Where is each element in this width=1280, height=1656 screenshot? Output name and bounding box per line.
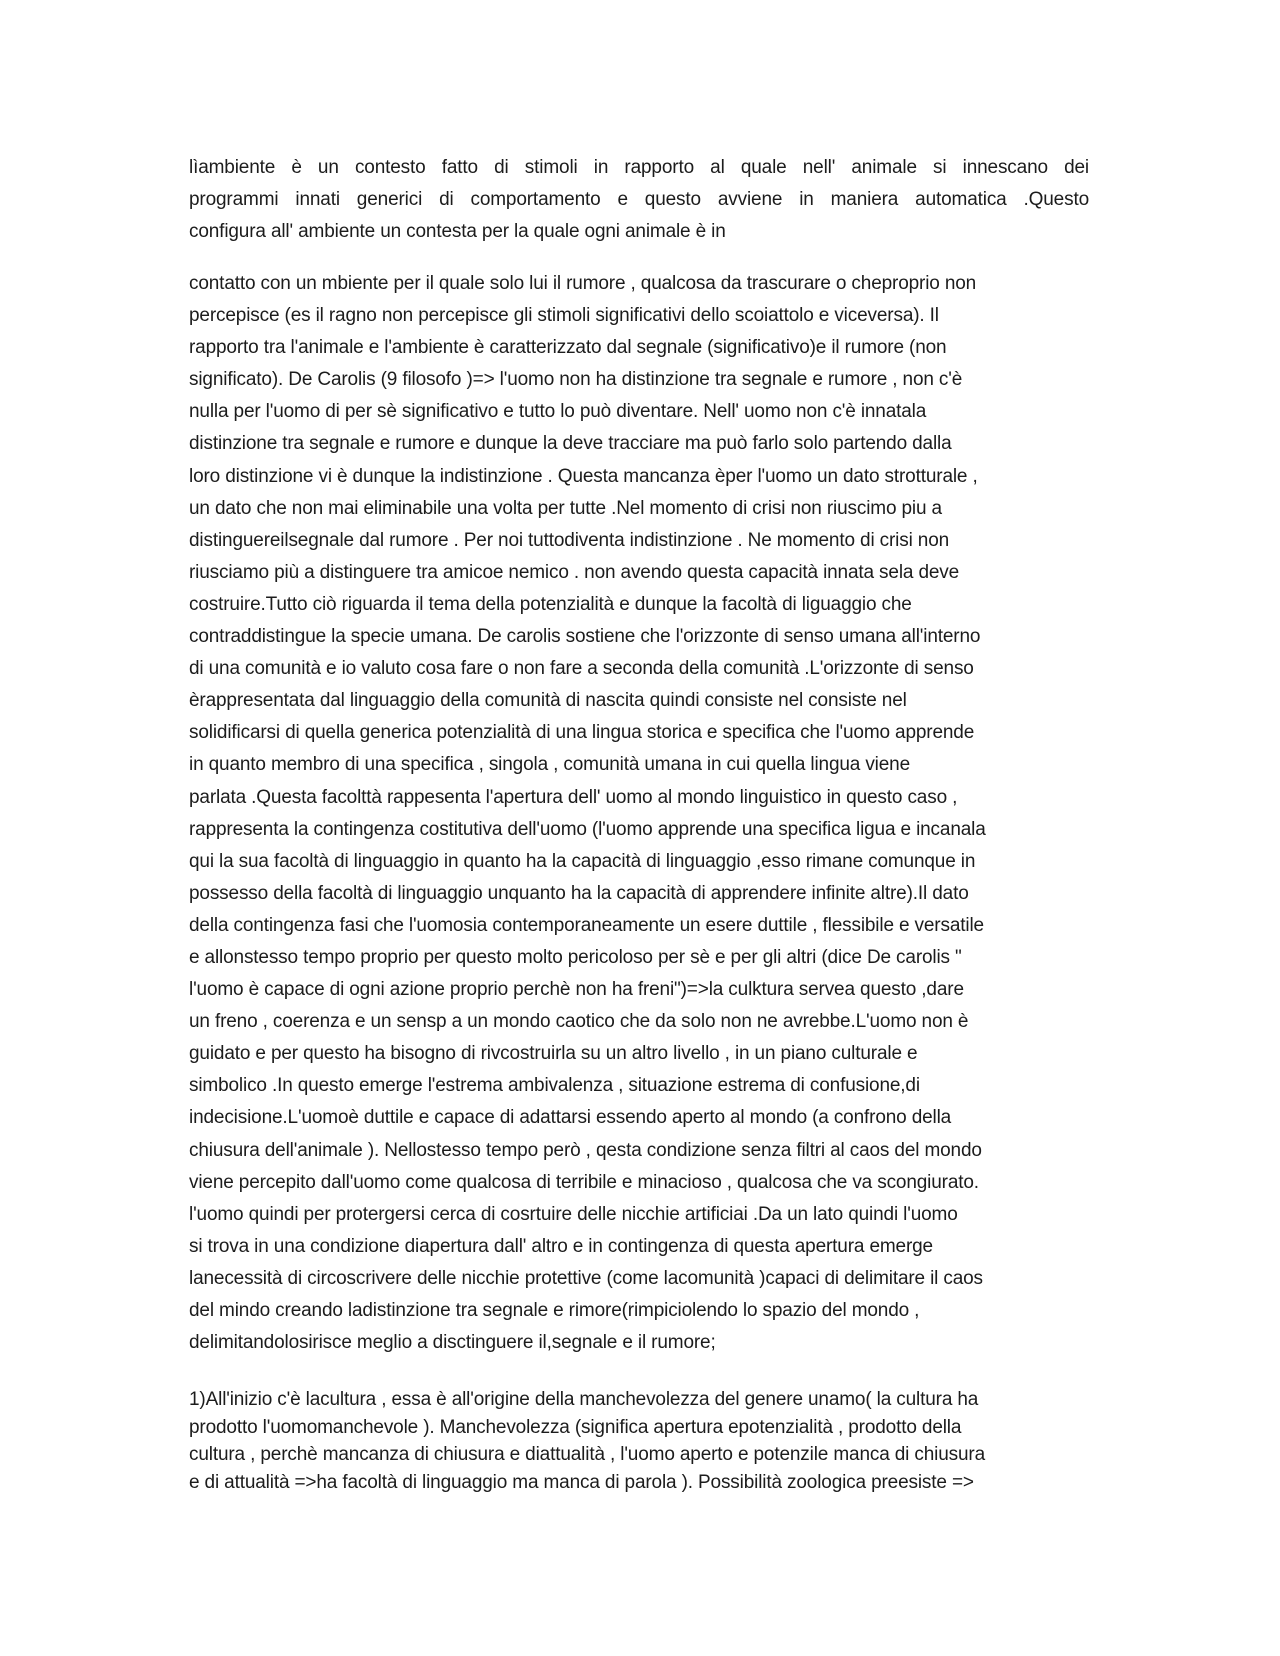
text-line: 1)All'inizio c'è lacultura , essa è all'origine della manchevolezza del genere unamo( la cultura ha xyxy=(189,1389,979,1410)
text-line: un dato che non mai eliminabile una volta per tutte .Nel momento di crisi non riuscimo piu a xyxy=(189,497,942,519)
text-line: della contingenza fasi che l'uomosia contemporaneamente un esere duttile , flessibile e versatile xyxy=(189,914,984,936)
text-line: riusciamo più a distinguere tra amicoe nemico . non avendo questa capacità innata sela deve xyxy=(189,561,960,583)
text-line: chiusura dell'animale ). Nellostesso tempo però , qesta condizione senza filtri al caos del mondo xyxy=(189,1139,982,1161)
text-line: programmi innati generici di comportamento e questo avviene in maniera automatica .Questo xyxy=(189,189,1089,210)
text-line: lanecessità di circoscrivere delle nicchie protettive (come lacomunità )capaci di delimitare il caos xyxy=(189,1267,983,1289)
text-line: distinguereilsegnale dal rumore . Per noi tuttodiventa indistinzione . Ne momento di crisi non xyxy=(189,529,950,551)
text-line: e allonstesso tempo proprio per questo molto pericoloso per sè e per gli altri (dice De carolis " xyxy=(189,946,962,968)
text-line: solidificarsi di quella generica potenzialità di una lingua storica e specifica che l'uomo apprende xyxy=(189,722,975,744)
text-line: configura all' ambiente un contesta per la quale ogni animale è in xyxy=(189,221,726,242)
text-line: costruire.Tutto ciò riguarda il tema della potenzialità e dunque la facoltà di liguaggio che xyxy=(189,593,912,615)
text-line: viene percepito dall'uomo come qualcosa di terribile e minacioso , qualcosa che va scongiurato. xyxy=(189,1171,979,1193)
text-line: si trova in una condizione diapertura dall' altro e in contingenza di questa apertura emerge xyxy=(189,1235,933,1257)
text-line: del mindo creando ladistinzione tra segnale e rimore(rimpiciolendo lo spazio del mondo , xyxy=(189,1300,920,1321)
text-line: distinzione tra segnale e rumore e dunque la deve tracciare ma può farlo solo partendo dalla xyxy=(189,433,952,455)
text-line: prodotto l'uomomanchevole ). Manchevolezza (significa apertura epotenzialità , prodotto della xyxy=(189,1416,962,1438)
text-line: possesso della facoltà di linguaggio unquanto ha la capacità di apprendere infinite altre).Il dato xyxy=(189,882,969,904)
text-line: rappresenta la contingenza costitutiva dell'uomo (l'uomo apprende una specifica ligua e incanala xyxy=(189,818,986,840)
text-line: loro distinzione vi è dunque la indistinzione . Questa mancanza èper l'uomo un dato strotturale , xyxy=(189,465,978,487)
text-line: e di attualità =>ha facoltà di linguaggio ma manca di parola ). Possibilità zoologica preesiste => xyxy=(189,1471,974,1493)
text-line: significato). De Carolis (9 filosofo )=> l'uomo non ha distinzione tra segnale e rumore , non c'è xyxy=(189,369,963,391)
text-line: èrappresentata dal linguaggio della comunità di nascita quindi consiste nel consiste nel xyxy=(189,690,907,712)
text-line: qui la sua facoltà di linguaggio in quanto ha la capacità di linguaggio ,esso rimane comunque in xyxy=(189,850,976,872)
text-line: contatto con un mbiente per il quale solo lui il rumore , qualcosa da trascurare o cheproprio non xyxy=(189,273,977,294)
text-line: l'uomo quindi per protergersi cerca di cosrtuire delle nicchie artificiai .Da un lato quindi l'uomo xyxy=(189,1203,958,1225)
text-line: percepisce (es il ragno non percepisce gli stimoli significativi dello scoiattolo e viceversa). Il xyxy=(189,305,939,327)
text-line: contraddistingue la specie umana. De carolis sostiene che l'orizzonte di senso umana all'interno xyxy=(189,626,981,648)
text-line: parlata .Questa facolttà rappesenta l'apertura dell' uomo al mondo linguistico in questo caso , xyxy=(189,786,958,808)
text-line: cultura , perchè mancanza di chiusura e diattualità , l'uomo aperto e potenzile manca di chiusura xyxy=(189,1444,985,1465)
text-line: l'uomo è capace di ogni azione proprio perchè non ha freni")=>la culktura servea questo ,dare xyxy=(189,979,964,1001)
paragraph-ambiente xyxy=(189,152,1089,248)
paragraph-cultura xyxy=(189,1386,1089,1496)
paragraph-segnale-rumore xyxy=(189,268,1089,1359)
text-line: guidato e per questo ha bisogno di rivcostruirla su un altro livello , in un piano culturale e xyxy=(189,1043,918,1065)
text-line: nulla per l'uomo di per sè significativo e tutto lo può diventare. Nell' uomo non c'è innatala xyxy=(189,401,927,423)
text-line: un freno , coerenza e un sensp a un mondo caotico che da solo non ne avrebbe.L'uomo non è xyxy=(189,1011,969,1033)
text-line: di una comunità e io valuto cosa fare o non fare a seconda della comunità .L'orizzonte di senso xyxy=(189,658,974,680)
text-line: indecisione.L'uomoè duttile e capace di adattarsi essendo aperto al mondo (a confrono della xyxy=(189,1107,952,1129)
text-line: delimitandolosirisce meglio a disctinguere il,segnale e il rumore; xyxy=(189,1332,716,1354)
text-line: in quanto membro di una specifica , singola , comunità umana in cui quella lingua viene xyxy=(189,754,911,776)
text-line: lìambiente è un contesto fatto di stimoli in rapporto al quale nell' animale si innescano dei xyxy=(189,157,1089,178)
text-line: rapporto tra l'animale e l'ambiente è caratterizzato dal segnale (significativo)e il rumore (non xyxy=(189,337,947,359)
text-line: simbolico .In questo emerge l'estrema ambivalenza , situazione estrema di confusione,di xyxy=(189,1075,920,1097)
